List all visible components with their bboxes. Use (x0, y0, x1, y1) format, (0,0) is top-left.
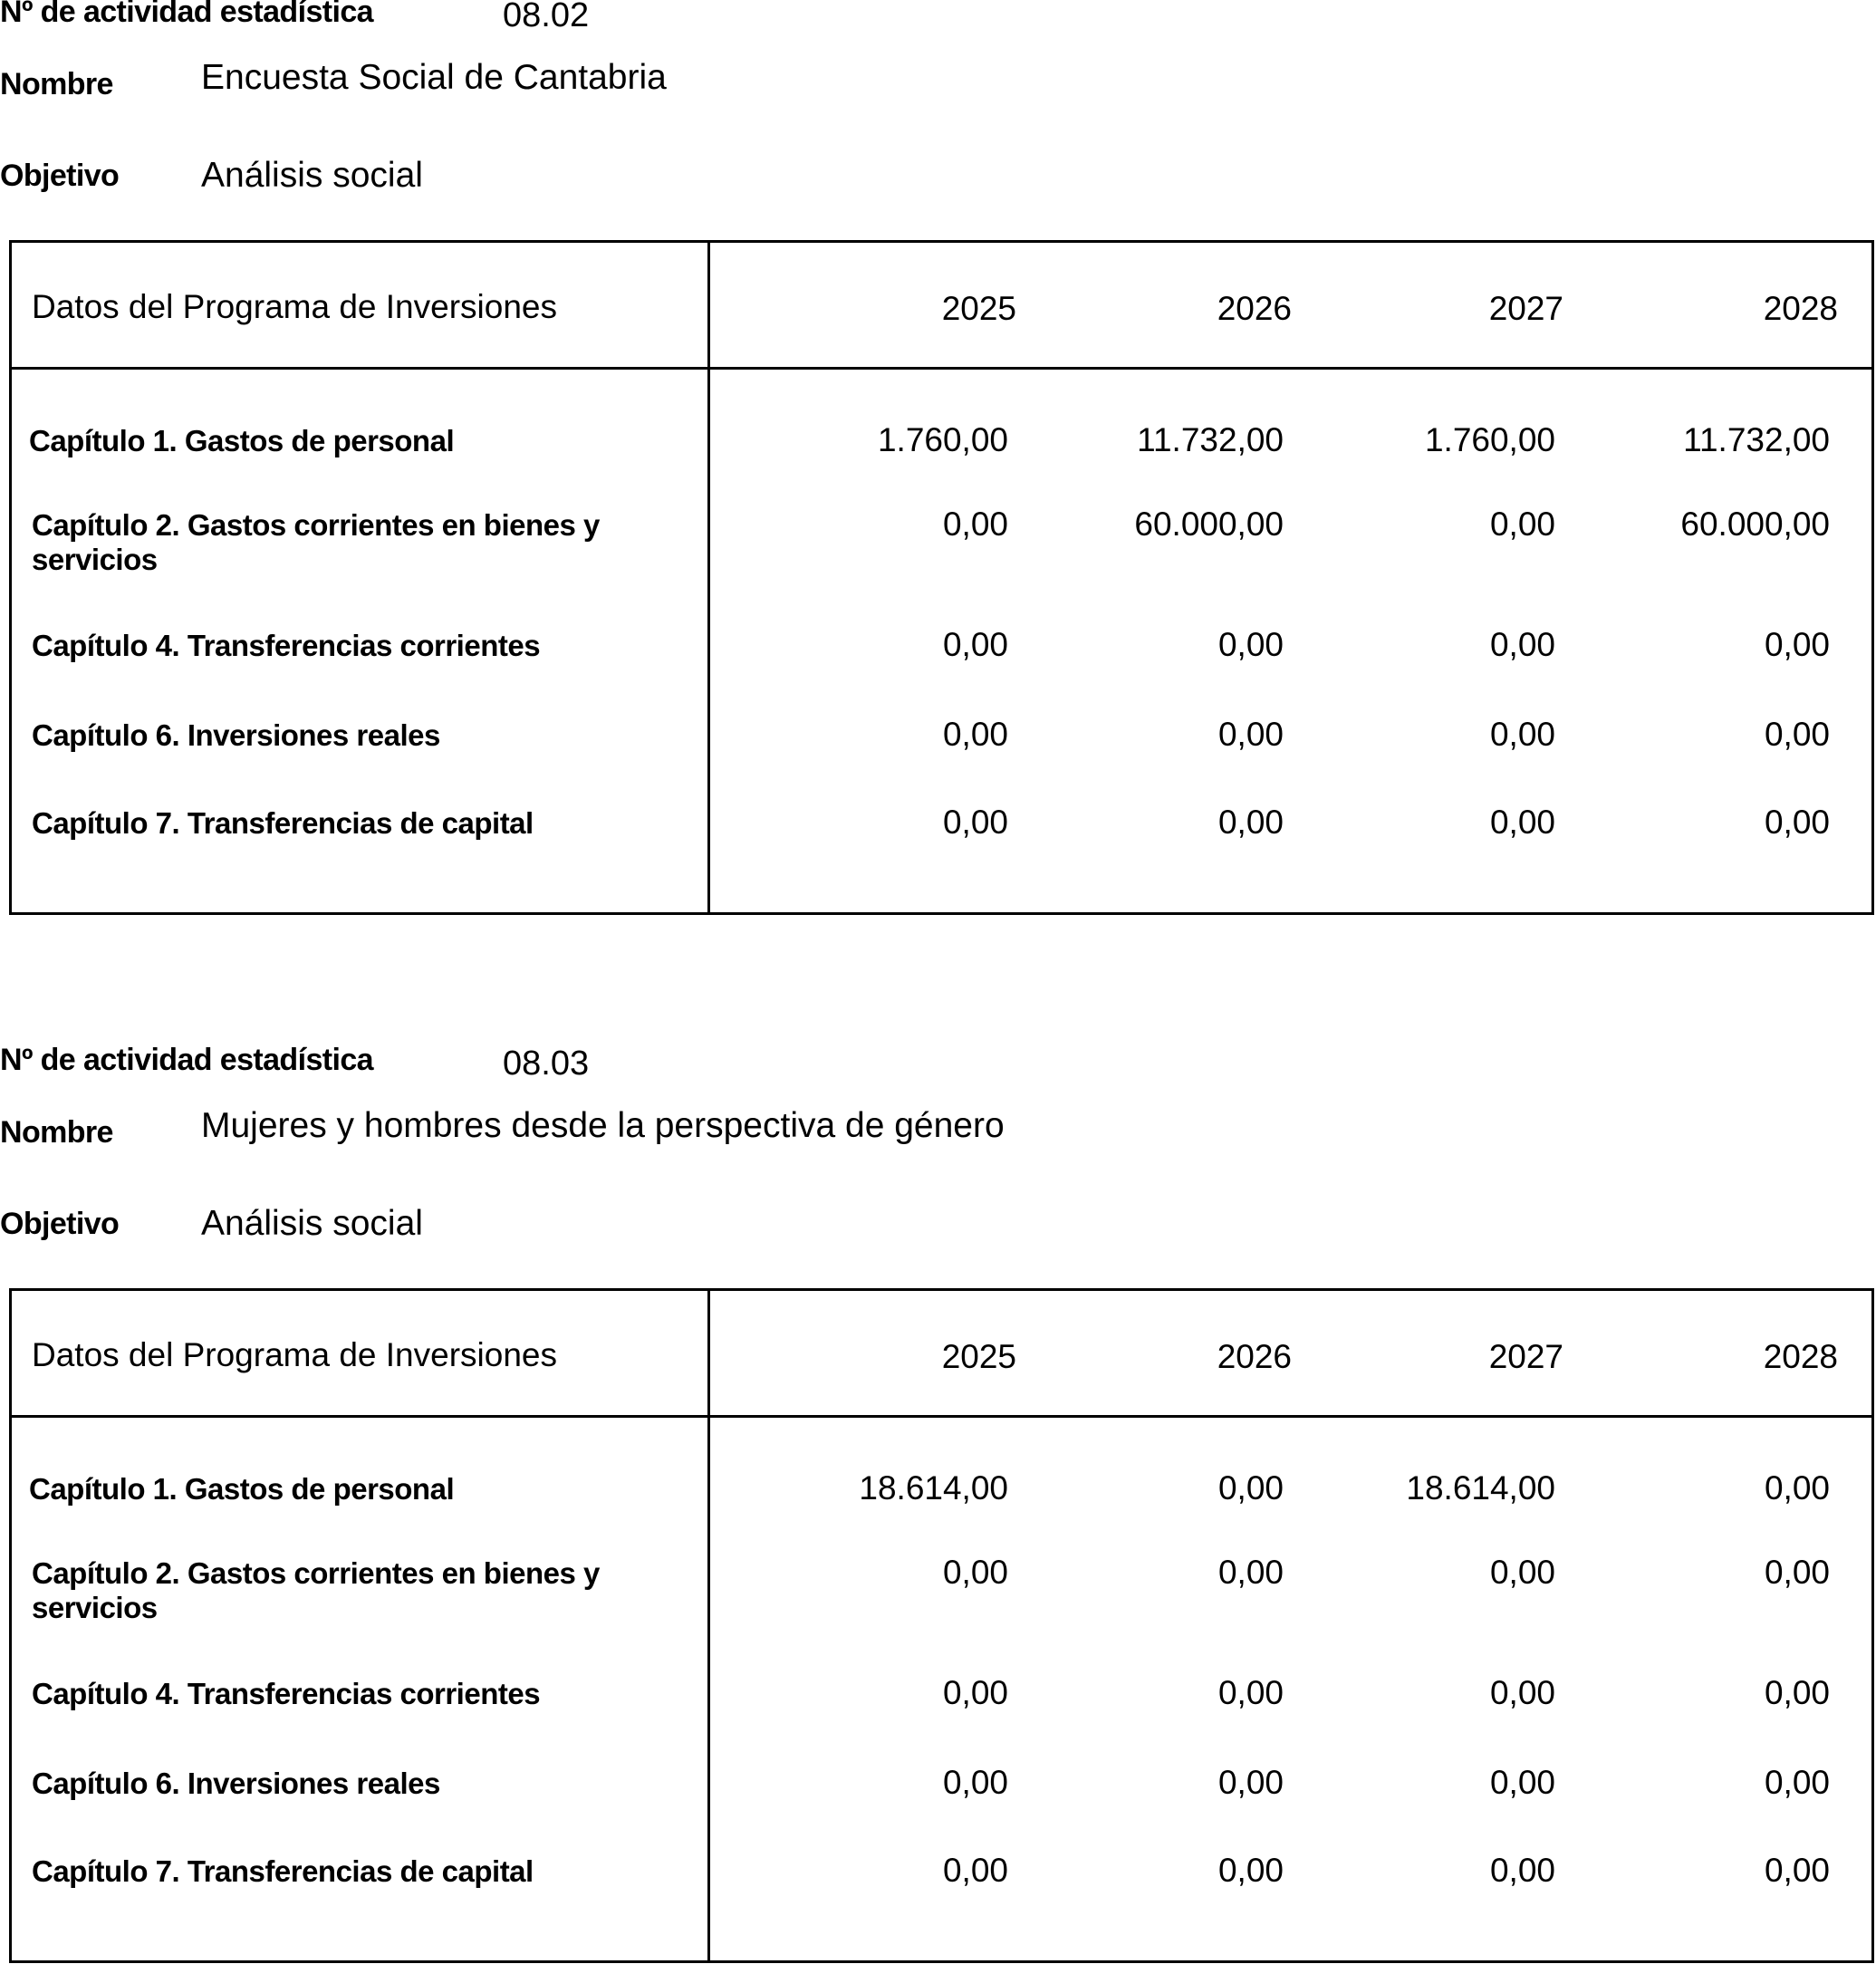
cell-value: 18.614,00 (1406, 1469, 1555, 1507)
activity-number-label: Nº de actividad estadística (0, 1043, 373, 1077)
cell-value: 0,00 (1764, 1764, 1830, 1801)
table-header-label: Datos del Programa de Inversiones (32, 1336, 557, 1373)
column-divider (707, 1291, 710, 1960)
header-divider (12, 367, 1871, 370)
cell-value: 0,00 (1489, 1764, 1555, 1801)
cell-value: 0,00 (1217, 1674, 1284, 1711)
activity-number: 08.02 (503, 0, 590, 34)
cell-value: 0,00 (942, 505, 1008, 543)
row-label: Capítulo 7. Transferencias de capital (32, 806, 534, 840)
cell-value: 1.760,00 (1424, 421, 1555, 458)
cell-value: 0,00 (1489, 716, 1555, 753)
cell-value: 0,00 (1217, 804, 1284, 841)
cell-value: 0,00 (1217, 1469, 1284, 1507)
activity-number-label: Nº de actividad estadística (0, 0, 373, 29)
year-header: 2026 (1217, 290, 1292, 327)
cell-value: 0,00 (942, 1764, 1008, 1801)
cell-value: 0,00 (1489, 505, 1555, 543)
activity-section (0, 1043, 1876, 1963)
cell-value: 0,00 (1489, 626, 1555, 663)
cell-value: 11.732,00 (1137, 421, 1284, 458)
cell-value: 0,00 (942, 1852, 1008, 1889)
cell-value: 0,00 (1764, 1469, 1830, 1507)
activity-name: Encuesta Social de Cantabria (201, 58, 667, 97)
row-label: Capítulo 6. Inversiones reales (32, 718, 440, 752)
cell-value: 0,00 (1217, 716, 1284, 753)
cell-value: 0,00 (1764, 1674, 1830, 1711)
row-label: Capítulo 6. Inversiones reales (32, 1767, 440, 1800)
cell-value: 0,00 (1217, 626, 1284, 663)
year-header: 2025 (941, 1338, 1016, 1375)
cell-value: 18.614,00 (859, 1469, 1008, 1507)
activity-objective: Análisis social (201, 156, 423, 195)
cell-value: 0,00 (1217, 1764, 1284, 1801)
cell-value: 60.000,00 (1680, 505, 1830, 543)
cell-value: 0,00 (1764, 626, 1830, 663)
cell-value: 0,00 (1489, 1674, 1555, 1711)
year-header: 2028 (1763, 290, 1838, 327)
name-label: Nombre (0, 67, 113, 101)
activity-name: Mujeres y hombres desde la perspectiva de género (201, 1106, 1005, 1145)
row-label: Capítulo 1. Gastos de personal (29, 424, 455, 457)
cell-value: 0,00 (1764, 804, 1830, 841)
cell-value: 0,00 (1764, 1554, 1830, 1591)
year-header: 2026 (1217, 1338, 1292, 1375)
cell-value: 0,00 (1217, 1554, 1284, 1591)
year-header: 2025 (941, 290, 1016, 327)
header-divider (12, 1415, 1871, 1418)
cell-value: 0,00 (1764, 1852, 1830, 1889)
cell-value: 0,00 (1489, 1852, 1555, 1889)
cell-value: 11.732,00 (1683, 421, 1830, 458)
cell-value: 0,00 (942, 626, 1008, 663)
name-label: Nombre (0, 1115, 113, 1150)
cell-value: 60.000,00 (1134, 505, 1284, 543)
year-header: 2028 (1763, 1338, 1838, 1375)
cell-value: 0,00 (942, 804, 1008, 841)
column-divider (707, 243, 710, 912)
cell-value: 0,00 (942, 1674, 1008, 1711)
activity-number: 08.03 (503, 1045, 590, 1083)
cell-value: 1.760,00 (877, 421, 1008, 458)
cell-value: 0,00 (1217, 1852, 1284, 1889)
investment-table (9, 1288, 1874, 1963)
cell-value: 0,00 (942, 1554, 1008, 1591)
cell-value: 0,00 (1764, 716, 1830, 753)
objective-label: Objetivo (0, 159, 120, 193)
objective-label: Objetivo (0, 1207, 120, 1241)
row-label: Capítulo 1. Gastos de personal (29, 1472, 455, 1506)
cell-value: 0,00 (1489, 1554, 1555, 1591)
cell-value: 0,00 (1489, 804, 1555, 841)
year-header: 2027 (1488, 1338, 1563, 1375)
table-header-label: Datos del Programa de Inversiones (32, 288, 557, 325)
row-label: Capítulo 4. Transferencias corrientes (32, 629, 541, 662)
row-label: Capítulo 4. Transferencias corrientes (32, 1677, 541, 1710)
row-label: Capítulo 2. Gastos corrientes en bienes y servicios (32, 508, 600, 576)
cell-value: 0,00 (942, 716, 1008, 753)
row-label: Capítulo 7. Transferencias de capital (32, 1854, 534, 1888)
activity-section (0, 0, 1876, 915)
investment-table (9, 240, 1874, 915)
row-label: Capítulo 2. Gastos corrientes en bienes y servicios (32, 1556, 600, 1624)
activity-objective: Análisis social (201, 1204, 423, 1243)
year-header: 2027 (1488, 290, 1563, 327)
